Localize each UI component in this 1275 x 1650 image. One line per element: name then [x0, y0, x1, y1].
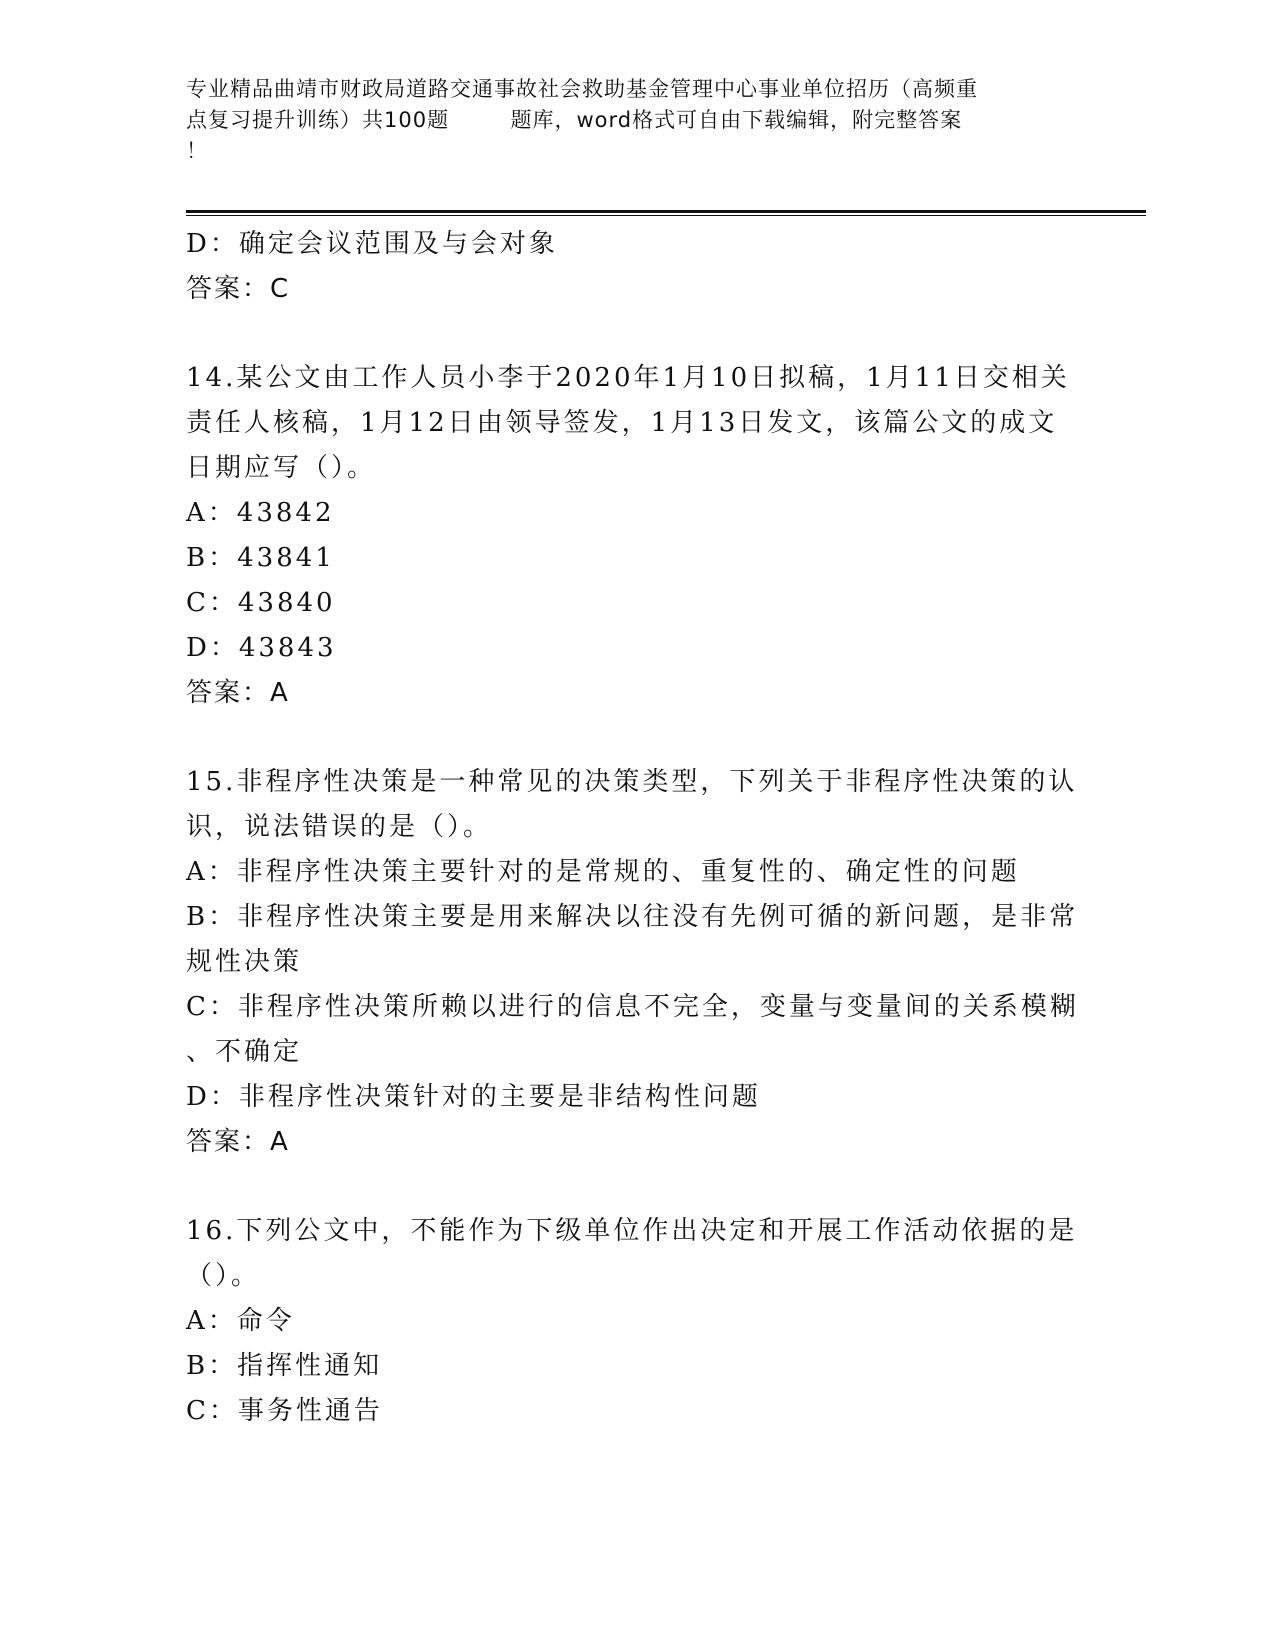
q16-stem-line-2: （）。: [186, 1261, 261, 1291]
q15-option-b-line-2: 规性决策: [186, 947, 303, 977]
spacer: [186, 312, 1086, 356]
q14-option-a: A：43842: [186, 498, 335, 528]
q16-option-c: C：事务性通告: [186, 1396, 383, 1426]
q14-answer: 答案：A: [186, 678, 290, 708]
q14-stem-line-1: 14.某公文由工作人员小李于2020年1月10日拟稿，1月11日交相关: [186, 363, 1070, 393]
q15-option-d: D：非程序性决策针对的主要是非结构性问题: [186, 1082, 761, 1112]
q16-option-b: B：指挥性通知: [186, 1351, 383, 1381]
q14-option-b: B：43841: [186, 543, 335, 573]
q13-answer: 答案：C: [186, 274, 291, 304]
header-rule-thick: [186, 210, 1146, 213]
q15-answer: 答案：A: [186, 1127, 290, 1157]
q14-stem-line-2: 责任人核稿，1月12日由领导签发，1月13日发文，该篇公文的成文: [186, 408, 1058, 438]
spacer: [186, 716, 1086, 760]
header-title-line-2: 点复习提升训练）共100题 题库，word格式可自由下载编辑，附完整答案: [186, 108, 963, 132]
q15-option-b-line-1: B：非程序性决策主要是用来解决以往没有先例可循的新问题，是非常: [186, 902, 1079, 932]
q16-stem-line-1: 16.下列公文中，不能作为下级单位作出决定和开展工作活动依据的是: [186, 1216, 1078, 1246]
header-title-line-1: 专业精品曲靖市财政局道路交通事故社会救助基金管理中心事业单位招历（高频重: [186, 77, 978, 101]
q14-stem-line-3: 日期应写（）。: [186, 453, 377, 483]
header-rule-thin: [186, 215, 1146, 216]
question-content: [186, 222, 1086, 1434]
q15-option-c-line-2: 、不确定: [186, 1037, 303, 1067]
q13-option-d: D：确定会议范围及与会对象: [186, 229, 558, 259]
header-title-line-3: ！: [186, 139, 208, 163]
q15-option-a: A：非程序性决策主要针对的是常规的、重复性的、确定性的问题: [186, 857, 1020, 887]
q14-option-d: D：43843: [186, 633, 337, 663]
q16-option-a: A：命令: [186, 1306, 295, 1336]
spacer: [186, 1165, 1086, 1209]
q14-option-c: C：43840: [186, 588, 336, 618]
q15-option-c-line-1: C：非程序性决策所赖以进行的信息不完全，变量与变量间的关系模糊: [186, 992, 1079, 1022]
q15-stem-line-1: 15.非程序性决策是一种常见的决策类型，下列关于非程序性决策的认: [186, 767, 1078, 797]
q15-stem-line-2: 识，说法错误的是（）。: [186, 812, 493, 842]
document-header: [186, 74, 1086, 167]
